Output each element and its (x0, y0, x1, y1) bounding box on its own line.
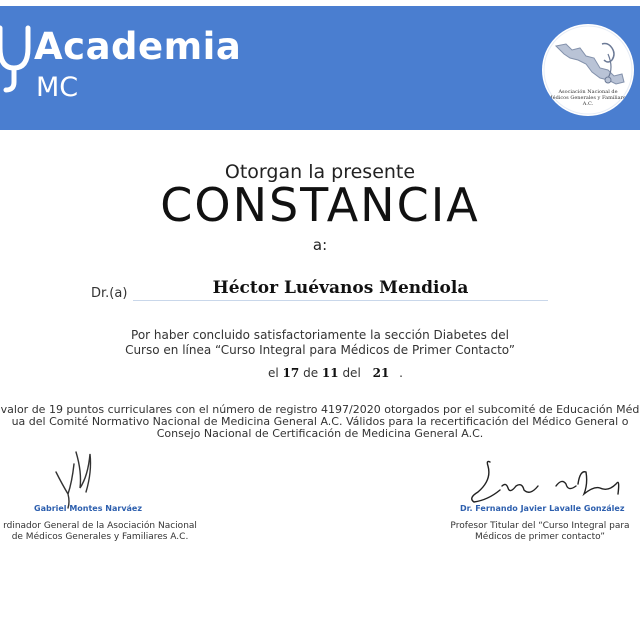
certificate-title: CONSTANCIA (160, 178, 480, 232)
date-end: . (399, 366, 403, 380)
seal-text (542, 89, 634, 107)
reason-line-2: Curso en línea “Curso Integral para Médicos de Primer Contacto” (125, 343, 515, 357)
header-banner (0, 6, 640, 130)
date-year: 21 (372, 366, 390, 380)
validity-line-1: valor de 19 puntos curriculares con el número de registro 4197/2020 otorgados por el subcomité de Educación Méd (0, 404, 640, 416)
seal-text-line2: Médicos Generales y Familiares A.C. (547, 95, 629, 107)
validity-line-3: Consejo Nacional de Certificación de Medicina General A.C. (156, 427, 484, 440)
seal-text-line1: Asociación Nacional de (558, 89, 618, 95)
date-del: del (342, 366, 361, 380)
issue-date (268, 366, 403, 380)
right-role-line-1: Profesor Titular del “Curso Integral para (450, 521, 630, 531)
right-signer-role (440, 521, 640, 543)
reason-line-1: Por haber concluido satisfactoriamente la sección Diabetes del (131, 328, 509, 342)
stethoscope-icon (0, 24, 36, 94)
association-seal (542, 24, 634, 116)
right-signer-name: Dr. Fernando Javier Lavalle González (460, 504, 625, 513)
validity-text (0, 404, 640, 440)
intro-text: Otorgan la presente (224, 161, 416, 183)
date-day: 17 (282, 366, 300, 380)
left-role-line-2: de Médicos Generales y Familiares A.C. (11, 532, 189, 542)
date-month: 11 (321, 366, 339, 380)
to-label: a: (312, 236, 328, 254)
reason-text (0, 328, 640, 358)
left-signature-icon (46, 442, 116, 510)
recipient-prefix: Dr.(a) (91, 286, 128, 301)
left-signer-role (0, 521, 200, 543)
brand-name: Academia (34, 25, 242, 68)
left-role-line-1: rdinador General de la Asociación Nacional (3, 521, 197, 531)
right-role-line-2: Médicos de primer contacto” (475, 532, 605, 542)
right-signature-icon (460, 456, 630, 510)
date-de: de (303, 366, 319, 380)
recipient-name: Héctor Luévanos Mendiola (212, 278, 469, 298)
left-signer-name: Gabriel Montes Narváez (34, 504, 143, 513)
recipient-underline (133, 300, 548, 301)
validity-line-2: ua del Comité Normativo Nacional de Medicina General A.C. Válidos para la recertificación del Médico General o (11, 415, 629, 428)
brand-subtitle: MC (36, 72, 79, 103)
date-el: el (268, 366, 279, 380)
